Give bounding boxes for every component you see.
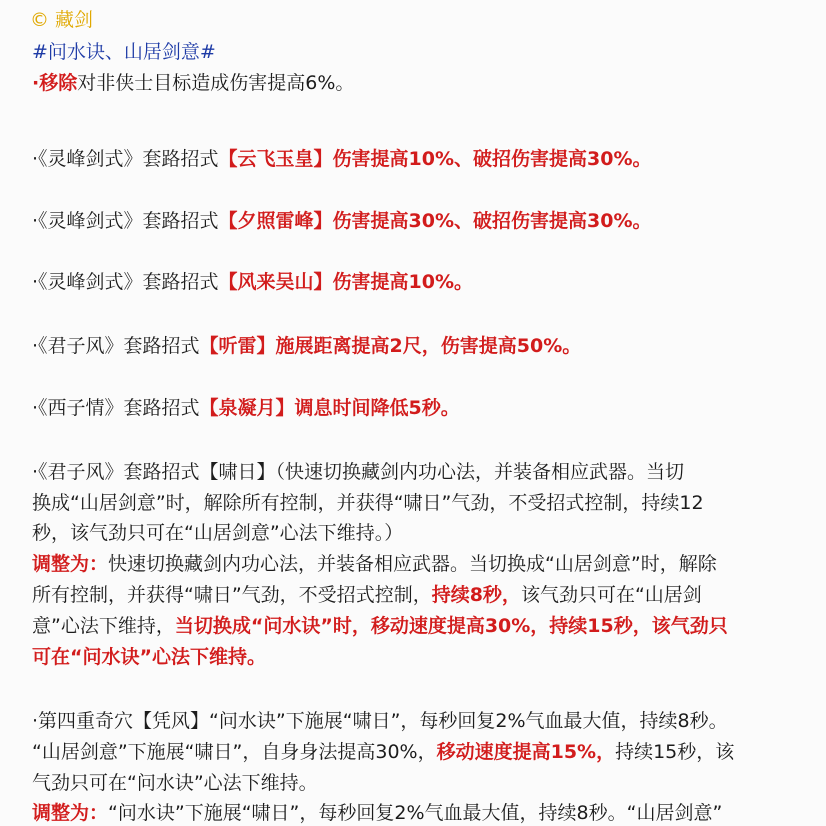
pingfeng-line-2: “山居剑意”下施展“啸日”，自身身法提高30%，移动速度提高15%，持续15秒，该 xyxy=(32,741,735,763)
adjust-label: 调整为： xyxy=(32,802,109,824)
pingfeng-line-3: 气劲只可在“问水诀”心法下维持。 xyxy=(32,772,318,794)
xiaori-line-1: ·《君子风》套路招式【啸日】（快速切换藏剑内功心法，并装备相应武器。当切 xyxy=(32,461,685,483)
adjust-label: 调整为： xyxy=(32,553,109,575)
pingfeng-line-1: ·第四重奇穴【凭风】“问水诀”下施展“啸日”，每秒回复2%气血最大值，持续8秒。 xyxy=(32,710,728,732)
xiaori-adjust-line-1: 调整为：快速切换藏剑内功心法，并装备相应武器。当切换成“山居剑意”时，解除 xyxy=(32,553,717,575)
entry-quanningyue: ·《西子情》套路招式【泉凝月】调息时间降低5秒。 xyxy=(32,397,460,419)
entry-yunfei: ·《灵峰剑式》套路招式【云飞玉皇】伤害提高10%、破招伤害提高30%。 xyxy=(32,148,652,170)
xiaori-adjust-line-2: 所有控制，并获得“啸日”气劲，不受招式控制，持续8秒，该气劲只可在“山居剑 xyxy=(32,584,702,606)
xiaori-line-3: 秒，该气劲只可在“山居剑意”心法下维持。） xyxy=(32,522,404,544)
xiaori-adjust-line-3: 意”心法下维持，当切换成“问水诀”时，移动速度提高30%，持续15秒，该气劲只 xyxy=(32,615,728,637)
section-header xyxy=(30,8,93,32)
copyright-icon: © xyxy=(30,9,49,31)
entry-fenglai: ·《灵峰剑式》套路招式【风来吴山】伤害提高10%。 xyxy=(32,271,474,293)
xiaori-adjust-line-4: 可在“问水诀”心法下维持。 xyxy=(32,646,266,668)
remove-keyword: 移除 xyxy=(39,72,78,94)
hashtags: #问水诀、山居剑意# xyxy=(32,41,216,63)
entry-tinglei: ·《君子风》套路招式【听雷】施展距离提高2尺，伤害提高50%。 xyxy=(32,335,582,357)
entry-xizhao: ·《灵峰剑式》套路招式【夕照雷峰】伤害提高30%、破招伤害提高30%。 xyxy=(32,210,652,232)
school-title: 藏剑 xyxy=(55,9,94,31)
pingfeng-adjust-line: 调整为：“问水诀”下施展“啸日”，每秒回复2%气血最大值，持续8秒。“山居剑意” xyxy=(32,802,723,824)
xiaori-line-2: 换成“山居剑意”时，解除所有控制，并获得“啸日”气劲，不受招式控制，持续12 xyxy=(32,492,704,514)
entry-remove: ·移除对非侠士目标造成伤害提高6%。 xyxy=(32,72,355,94)
